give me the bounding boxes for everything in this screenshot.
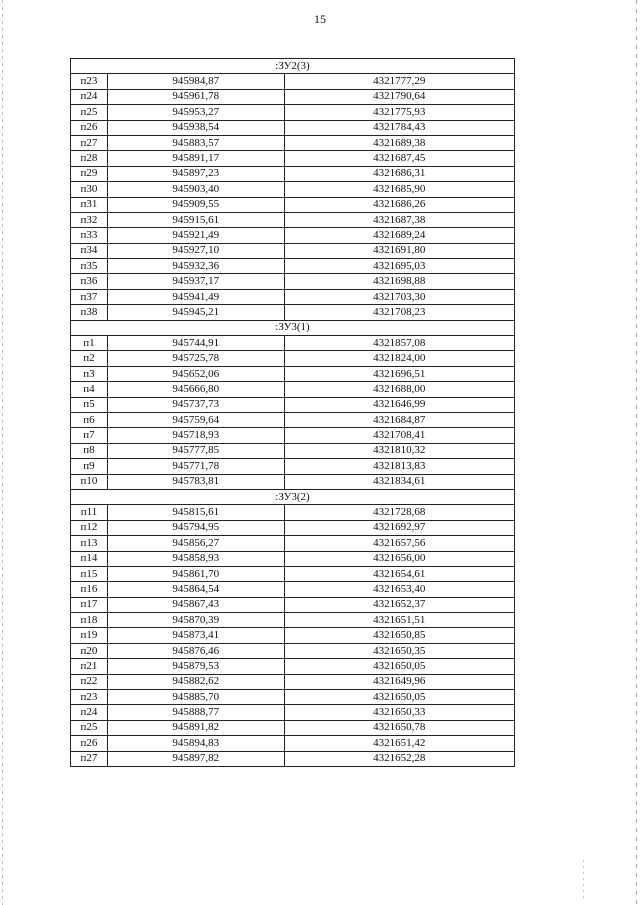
x-coordinate-cell: 945718,93 <box>107 428 284 443</box>
y-coordinate-cell: 4321696,51 <box>284 366 514 381</box>
x-coordinate-cell: 945876,46 <box>107 643 284 658</box>
y-coordinate-cell: 4321651,42 <box>284 736 514 751</box>
table-row <box>71 566 515 581</box>
x-coordinate-cell: 945932,36 <box>107 259 284 274</box>
table-row <box>71 212 515 227</box>
y-coordinate-cell: 4321651,51 <box>284 613 514 628</box>
point-id-cell: п25 <box>71 105 108 120</box>
x-coordinate-cell: 945867,43 <box>107 597 284 612</box>
point-id-cell: п10 <box>71 474 108 489</box>
table-row <box>71 274 515 289</box>
coordinates-table-body <box>71 59 515 767</box>
point-id-cell: п24 <box>71 705 108 720</box>
y-coordinate-cell: 4321652,37 <box>284 597 514 612</box>
y-coordinate-cell: 4321689,38 <box>284 135 514 150</box>
section-header-row <box>71 320 515 335</box>
table-row <box>71 382 515 397</box>
point-id-cell: п17 <box>71 597 108 612</box>
table-row <box>71 74 515 89</box>
x-coordinate-cell: 945858,93 <box>107 551 284 566</box>
point-id-cell: п6 <box>71 412 108 427</box>
table-row <box>71 166 515 181</box>
table-row <box>71 659 515 674</box>
y-coordinate-cell: 4321692,97 <box>284 520 514 535</box>
x-coordinate-cell: 945897,23 <box>107 166 284 181</box>
table-row <box>71 520 515 535</box>
point-id-cell: п23 <box>71 74 108 89</box>
table-row <box>71 228 515 243</box>
point-id-cell: п12 <box>71 520 108 535</box>
x-coordinate-cell: 945897,82 <box>107 751 284 766</box>
point-id-cell: п37 <box>71 289 108 304</box>
y-coordinate-cell: 4321650,35 <box>284 643 514 658</box>
x-coordinate-cell: 945725,78 <box>107 351 284 366</box>
table-row <box>71 705 515 720</box>
y-coordinate-cell: 4321790,64 <box>284 89 514 104</box>
y-coordinate-cell: 4321656,00 <box>284 551 514 566</box>
table-row <box>71 474 515 489</box>
table-row <box>71 366 515 381</box>
x-coordinate-cell: 945941,49 <box>107 289 284 304</box>
y-coordinate-cell: 4321691,80 <box>284 243 514 258</box>
x-coordinate-cell: 945861,70 <box>107 566 284 581</box>
point-id-cell: п15 <box>71 566 108 581</box>
point-id-cell: п29 <box>71 166 108 181</box>
y-coordinate-cell: 4321684,87 <box>284 412 514 427</box>
x-coordinate-cell: 945921,49 <box>107 228 284 243</box>
point-id-cell: п2 <box>71 351 108 366</box>
point-id-cell: п20 <box>71 643 108 658</box>
y-coordinate-cell: 4321650,05 <box>284 690 514 705</box>
point-id-cell: п32 <box>71 212 108 227</box>
x-coordinate-cell: 945883,57 <box>107 135 284 150</box>
y-coordinate-cell: 4321646,99 <box>284 397 514 412</box>
table-row <box>71 736 515 751</box>
x-coordinate-cell: 945888,77 <box>107 705 284 720</box>
point-id-cell: п24 <box>71 89 108 104</box>
x-coordinate-cell: 945891,82 <box>107 720 284 735</box>
page-number: 15 <box>314 12 326 26</box>
x-coordinate-cell: 945794,95 <box>107 520 284 535</box>
table-row <box>71 720 515 735</box>
table-row <box>71 536 515 551</box>
y-coordinate-cell: 4321708,41 <box>284 428 514 443</box>
section-title: :ЗУ2(3) <box>71 59 515 74</box>
point-id-cell: п38 <box>71 305 108 320</box>
x-coordinate-cell: 945903,40 <box>107 182 284 197</box>
x-coordinate-cell: 945652,06 <box>107 366 284 381</box>
x-coordinate-cell: 945744,91 <box>107 336 284 351</box>
table-row <box>71 428 515 443</box>
y-coordinate-cell: 4321698,88 <box>284 274 514 289</box>
table-row <box>71 120 515 135</box>
x-coordinate-cell: 945984,87 <box>107 74 284 89</box>
y-coordinate-cell: 4321784,43 <box>284 120 514 135</box>
y-coordinate-cell: 4321777,29 <box>284 74 514 89</box>
table-row <box>71 628 515 643</box>
point-id-cell: п27 <box>71 135 108 150</box>
table-row <box>71 551 515 566</box>
table-row <box>71 197 515 212</box>
table-row <box>71 336 515 351</box>
point-id-cell: п35 <box>71 259 108 274</box>
table-row <box>71 151 515 166</box>
table-row <box>71 582 515 597</box>
y-coordinate-cell: 4321689,24 <box>284 228 514 243</box>
point-id-cell: п5 <box>71 397 108 412</box>
x-coordinate-cell: 945666,80 <box>107 382 284 397</box>
x-coordinate-cell: 945864,54 <box>107 582 284 597</box>
y-coordinate-cell: 4321703,30 <box>284 289 514 304</box>
x-coordinate-cell: 945927,10 <box>107 243 284 258</box>
y-coordinate-cell: 4321650,78 <box>284 720 514 735</box>
point-id-cell: п4 <box>71 382 108 397</box>
scan-edge-right <box>636 0 637 905</box>
x-coordinate-cell: 945879,53 <box>107 659 284 674</box>
point-id-cell: п7 <box>71 428 108 443</box>
x-coordinate-cell: 945873,41 <box>107 628 284 643</box>
table-row <box>71 412 515 427</box>
y-coordinate-cell: 4321650,85 <box>284 628 514 643</box>
x-coordinate-cell: 945938,54 <box>107 120 284 135</box>
x-coordinate-cell: 945937,17 <box>107 274 284 289</box>
table-row <box>71 397 515 412</box>
point-id-cell: п22 <box>71 674 108 689</box>
x-coordinate-cell: 945891,17 <box>107 151 284 166</box>
table-row <box>71 289 515 304</box>
coordinates-table <box>70 58 515 767</box>
x-coordinate-cell: 945759,64 <box>107 412 284 427</box>
section-header-row <box>71 489 515 504</box>
x-coordinate-cell: 945737,73 <box>107 397 284 412</box>
point-id-cell: п26 <box>71 736 108 751</box>
y-coordinate-cell: 4321657,56 <box>284 536 514 551</box>
y-coordinate-cell: 4321813,83 <box>284 459 514 474</box>
y-coordinate-cell: 4321834,61 <box>284 474 514 489</box>
x-coordinate-cell: 945856,27 <box>107 536 284 551</box>
section-title: :ЗУ3(2) <box>71 489 515 504</box>
point-id-cell: п31 <box>71 197 108 212</box>
x-coordinate-cell: 945777,85 <box>107 443 284 458</box>
point-id-cell: п8 <box>71 443 108 458</box>
y-coordinate-cell: 4321685,90 <box>284 182 514 197</box>
table-row <box>71 751 515 766</box>
table-row <box>71 674 515 689</box>
table-row <box>71 105 515 120</box>
y-coordinate-cell: 4321652,28 <box>284 751 514 766</box>
point-id-cell: п13 <box>71 536 108 551</box>
y-coordinate-cell: 4321728,68 <box>284 505 514 520</box>
point-id-cell: п1 <box>71 336 108 351</box>
y-coordinate-cell: 4321649,96 <box>284 674 514 689</box>
x-coordinate-cell: 945915,61 <box>107 212 284 227</box>
y-coordinate-cell: 4321686,26 <box>284 197 514 212</box>
scan-edge-mark <box>583 860 584 900</box>
section-title: :ЗУ3(1) <box>71 320 515 335</box>
y-coordinate-cell: 4321654,61 <box>284 566 514 581</box>
table-row <box>71 690 515 705</box>
y-coordinate-cell: 4321695,03 <box>284 259 514 274</box>
y-coordinate-cell: 4321810,32 <box>284 443 514 458</box>
x-coordinate-cell: 945771,78 <box>107 459 284 474</box>
y-coordinate-cell: 4321688,00 <box>284 382 514 397</box>
x-coordinate-cell: 945885,70 <box>107 690 284 705</box>
y-coordinate-cell: 4321650,05 <box>284 659 514 674</box>
y-coordinate-cell: 4321857,08 <box>284 336 514 351</box>
point-id-cell: п28 <box>71 151 108 166</box>
point-id-cell: п36 <box>71 274 108 289</box>
point-id-cell: п18 <box>71 613 108 628</box>
table-row <box>71 613 515 628</box>
point-id-cell: п27 <box>71 751 108 766</box>
table-row <box>71 243 515 258</box>
x-coordinate-cell: 945961,78 <box>107 89 284 104</box>
section-header-row <box>71 59 515 74</box>
y-coordinate-cell: 4321824,00 <box>284 351 514 366</box>
point-id-cell: п14 <box>71 551 108 566</box>
table-row <box>71 443 515 458</box>
table-row <box>71 259 515 274</box>
point-id-cell: п26 <box>71 120 108 135</box>
point-id-cell: п9 <box>71 459 108 474</box>
x-coordinate-cell: 945870,39 <box>107 613 284 628</box>
point-id-cell: п21 <box>71 659 108 674</box>
point-id-cell: п33 <box>71 228 108 243</box>
y-coordinate-cell: 4321687,38 <box>284 212 514 227</box>
point-id-cell: п23 <box>71 690 108 705</box>
y-coordinate-cell: 4321687,45 <box>284 151 514 166</box>
x-coordinate-cell: 945953,27 <box>107 105 284 120</box>
table-row <box>71 643 515 658</box>
x-coordinate-cell: 945783,81 <box>107 474 284 489</box>
y-coordinate-cell: 4321686,31 <box>284 166 514 181</box>
x-coordinate-cell: 945815,61 <box>107 505 284 520</box>
table-row <box>71 351 515 366</box>
table-row <box>71 459 515 474</box>
point-id-cell: п3 <box>71 366 108 381</box>
y-coordinate-cell: 4321653,40 <box>284 582 514 597</box>
point-id-cell: п34 <box>71 243 108 258</box>
table-row <box>71 182 515 197</box>
y-coordinate-cell: 4321650,33 <box>284 705 514 720</box>
point-id-cell: п19 <box>71 628 108 643</box>
y-coordinate-cell: 4321708,23 <box>284 305 514 320</box>
x-coordinate-cell: 945909,55 <box>107 197 284 212</box>
point-id-cell: п16 <box>71 582 108 597</box>
table-row <box>71 89 515 104</box>
table-row <box>71 505 515 520</box>
x-coordinate-cell: 945882,62 <box>107 674 284 689</box>
table-row <box>71 135 515 150</box>
x-coordinate-cell: 945894,83 <box>107 736 284 751</box>
scan-edge-left <box>2 0 3 905</box>
point-id-cell: п30 <box>71 182 108 197</box>
table-row <box>71 597 515 612</box>
y-coordinate-cell: 4321775,93 <box>284 105 514 120</box>
point-id-cell: п11 <box>71 505 108 520</box>
point-id-cell: п25 <box>71 720 108 735</box>
x-coordinate-cell: 945945,21 <box>107 305 284 320</box>
table-row <box>71 305 515 320</box>
